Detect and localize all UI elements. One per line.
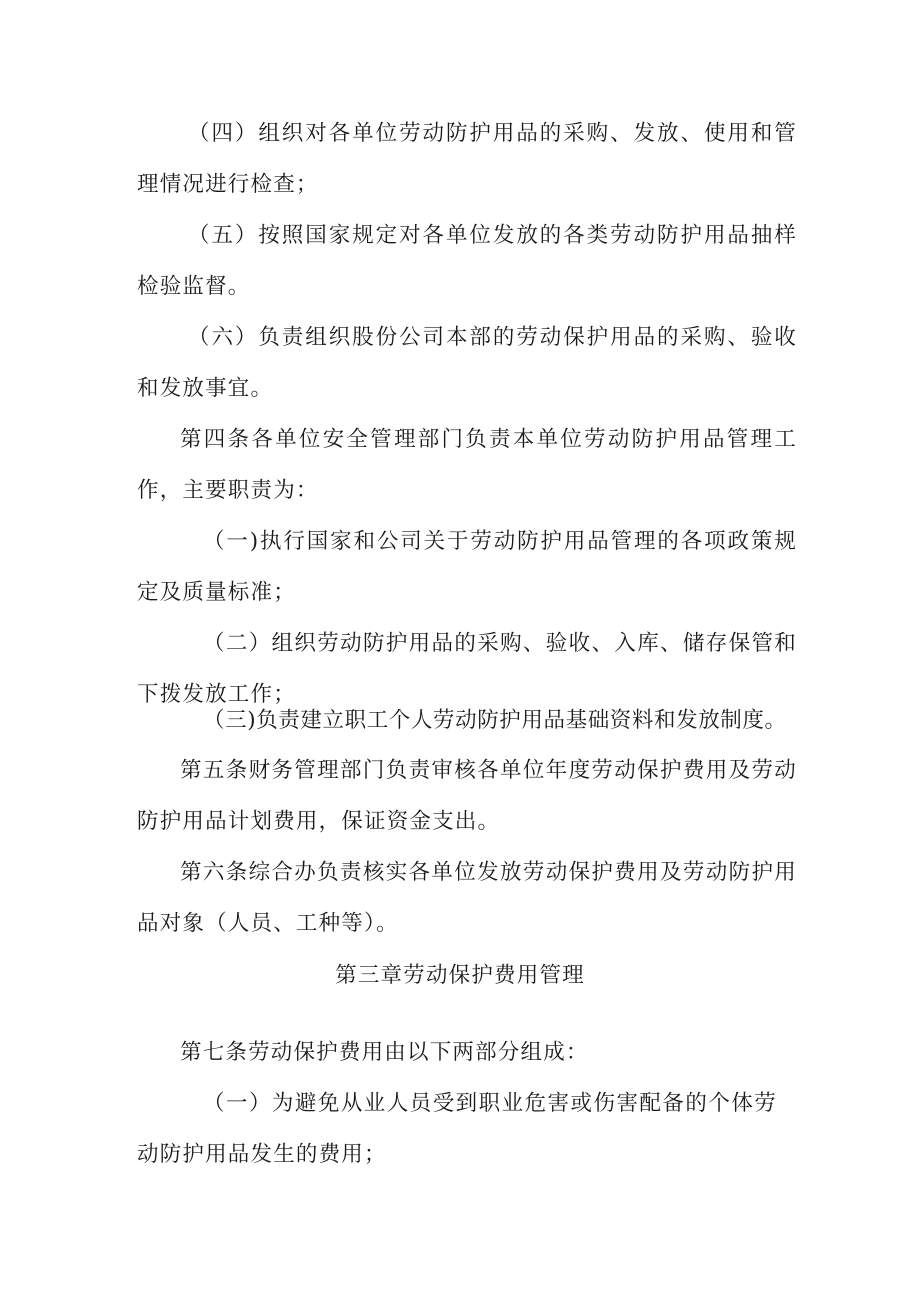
paragraph-item-4-inspection: （四）组织对各单位劳动防护用品的采购、发放、使用和管理情况进行检查； bbox=[137, 121, 797, 197]
paragraph-article-6: 第六条综合办负责核实各单位发放劳动保护费用及劳动防护用品对象（人员、工种等）。 bbox=[137, 860, 797, 936]
paragraph-article-5: 第五条财务管理部门负责审核各单位年度劳动保护费用及劳动防护用品计划费用，保证资金支出。 bbox=[137, 758, 797, 834]
paragraph-cost-item-1: （一）为避免从业人员受到职业危害或伤害配备的个体劳动防护用品发生的费用； bbox=[137, 1091, 777, 1167]
paragraph-subitem-2-organize: （二）组织劳动防护用品的采购、验收、入库、储存保管和下拨发放工作； bbox=[137, 631, 797, 707]
paragraph-article-7: 第七条劳动保护费用由以下两部分组成： bbox=[180, 1040, 589, 1065]
paragraph-item-6-procurement: （六）负责组织股份公司本部的劳动保护用品的采购、验收和发放事宜。 bbox=[137, 325, 797, 401]
paragraph-subitem-1-policy: （一)执行国家和公司关于劳动防护用品管理的各项政策规定及质量标准； bbox=[137, 529, 797, 605]
paragraph-item-5-sampling: （五）按照国家规定对各单位发放的各类劳动防护用品抽样检验监督。 bbox=[137, 223, 797, 299]
paragraph-subitem-3-records: （三)负责建立职工个人劳动防护用品基础资料和发放制度。 bbox=[203, 708, 787, 733]
paragraph-article-4: 第四条各单位安全管理部门负责本单位劳动防护用品管理工作，主要职责为： bbox=[137, 427, 797, 503]
chapter-heading: 第三章劳动保护费用管理 bbox=[335, 963, 585, 988]
